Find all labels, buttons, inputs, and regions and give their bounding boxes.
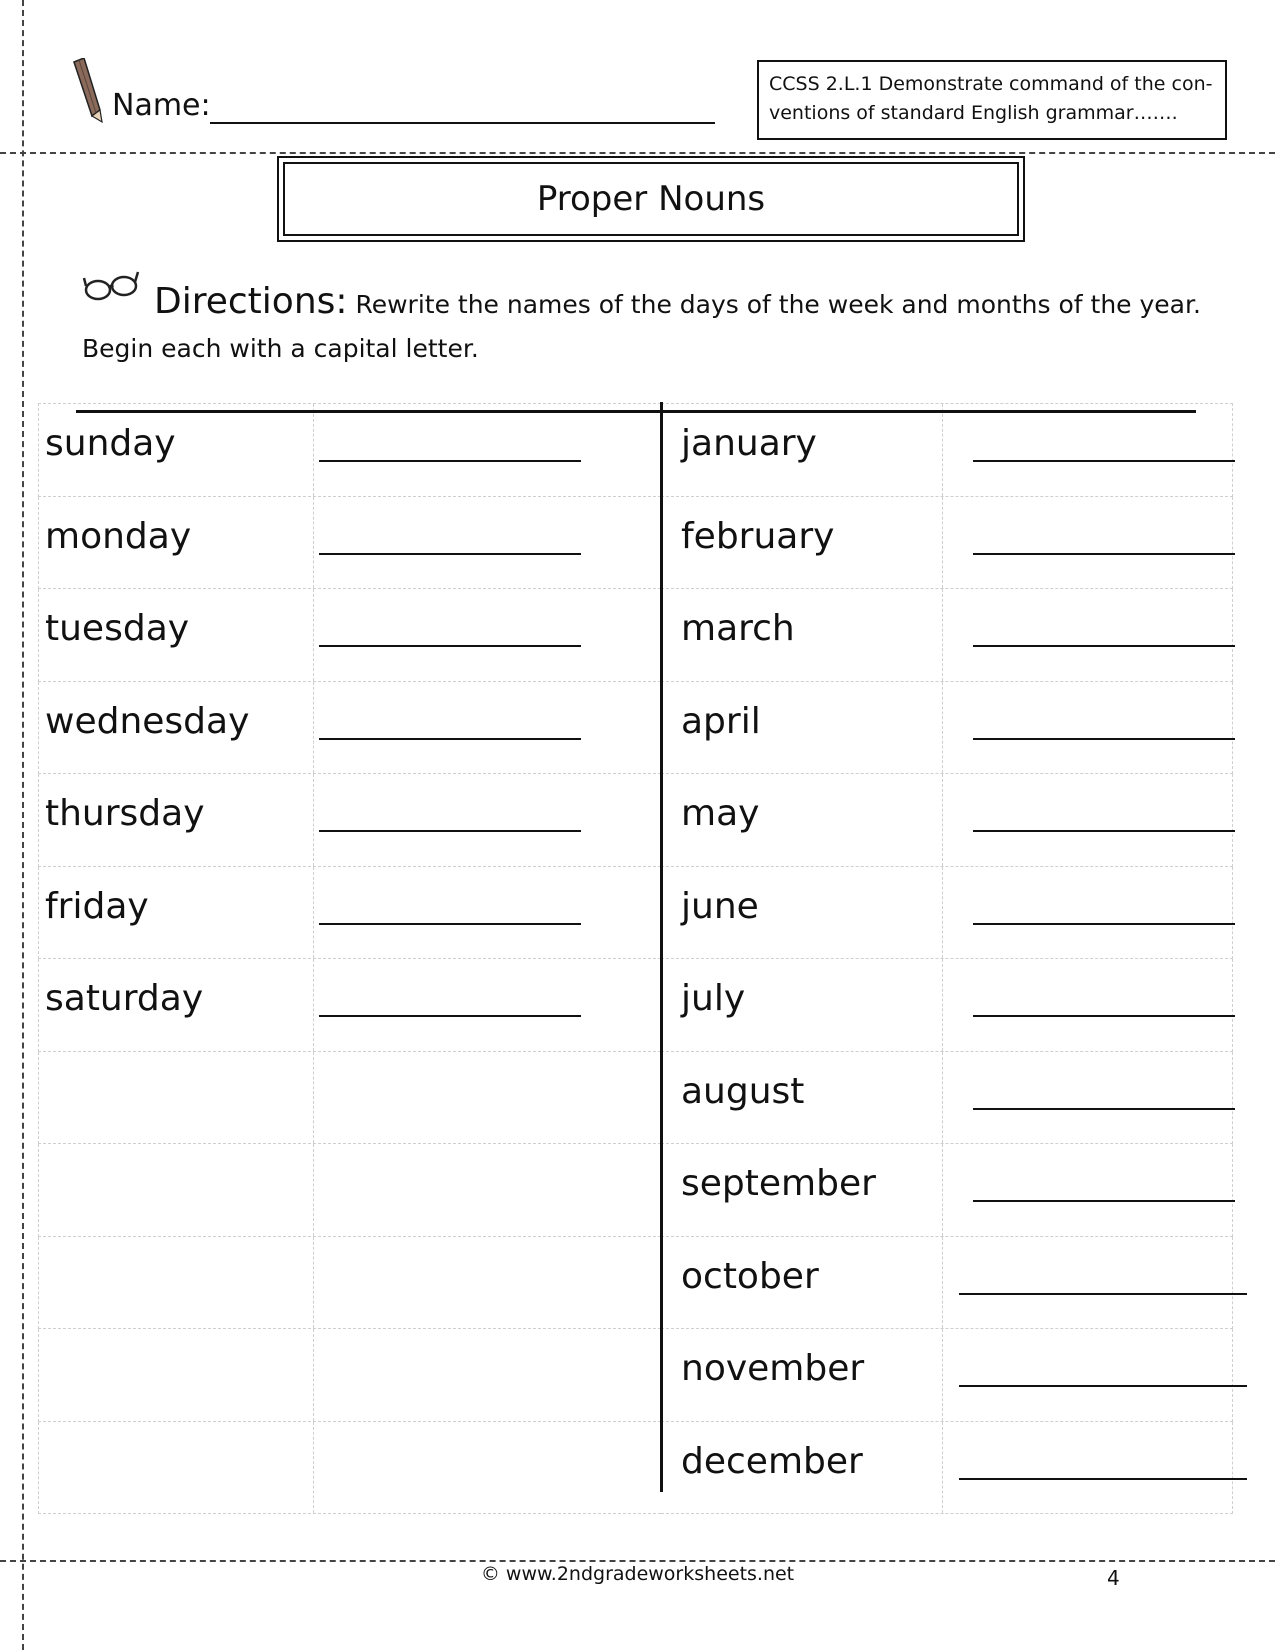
cell-divider bbox=[313, 774, 314, 866]
cell-divider bbox=[313, 1329, 314, 1421]
name-input-line[interactable] bbox=[210, 122, 715, 124]
month-row bbox=[661, 497, 1233, 590]
month-word: may bbox=[681, 793, 760, 834]
cell-divider bbox=[313, 404, 314, 496]
month-row bbox=[661, 867, 1233, 960]
day-row bbox=[38, 867, 661, 960]
ccss-standard-box: CCSS 2.L.1 Demonstrate command of the con-ventions of standard English grammar……. bbox=[757, 60, 1227, 140]
day-word: friday bbox=[45, 885, 149, 927]
day-answer-line[interactable] bbox=[319, 645, 581, 647]
month-word: august bbox=[681, 1070, 805, 1112]
month-answer-line[interactable] bbox=[973, 830, 1235, 832]
month-word: november bbox=[681, 1348, 865, 1389]
month-word: december bbox=[681, 1440, 863, 1482]
month-word: june bbox=[681, 885, 759, 927]
days-column bbox=[38, 403, 661, 1514]
directions-label: Directions: bbox=[154, 281, 348, 322]
cell-divider bbox=[313, 1422, 314, 1514]
cell-divider bbox=[313, 1237, 314, 1329]
month-row bbox=[661, 959, 1233, 1052]
month-row bbox=[661, 682, 1233, 775]
cell-divider bbox=[313, 867, 314, 959]
day-row bbox=[38, 1237, 661, 1330]
month-word: july bbox=[681, 978, 746, 1019]
day-word: sunday bbox=[45, 423, 176, 464]
month-row bbox=[661, 403, 1233, 497]
month-word: january bbox=[681, 423, 817, 464]
month-word: april bbox=[681, 700, 761, 742]
month-word: september bbox=[681, 1163, 876, 1204]
cell-divider bbox=[313, 497, 314, 589]
month-answer-line[interactable] bbox=[973, 923, 1235, 925]
day-answer-line[interactable] bbox=[319, 738, 581, 740]
month-answer-line[interactable] bbox=[973, 1015, 1235, 1017]
month-word: february bbox=[681, 515, 835, 557]
directions bbox=[82, 280, 1202, 371]
month-word: march bbox=[681, 608, 795, 649]
cell-divider bbox=[942, 1422, 943, 1514]
month-answer-line[interactable] bbox=[959, 1385, 1247, 1387]
month-row bbox=[661, 1052, 1233, 1145]
day-answer-line[interactable] bbox=[319, 460, 581, 462]
day-row bbox=[38, 497, 661, 590]
table-center-rule bbox=[660, 402, 663, 1492]
month-row bbox=[661, 589, 1233, 682]
page-number: 4 bbox=[1107, 1566, 1120, 1590]
month-answer-line[interactable] bbox=[959, 1293, 1247, 1295]
day-row bbox=[38, 1052, 661, 1145]
cell-divider bbox=[942, 774, 943, 866]
name-label: Name: bbox=[112, 88, 211, 123]
day-row bbox=[38, 682, 661, 775]
day-row bbox=[38, 1144, 661, 1237]
day-row bbox=[38, 589, 661, 682]
cell-divider bbox=[942, 867, 943, 959]
cell-divider bbox=[942, 497, 943, 589]
month-row bbox=[661, 1329, 1233, 1422]
cell-divider bbox=[313, 682, 314, 774]
day-answer-line[interactable] bbox=[319, 553, 581, 555]
day-row bbox=[38, 1422, 661, 1515]
directions-text: Rewrite the names of the days of the week and months of the year. Begin each with a capital letter. bbox=[82, 290, 1201, 363]
day-word: monday bbox=[45, 515, 192, 557]
word-table bbox=[38, 403, 1233, 1503]
months-column bbox=[661, 403, 1233, 1514]
day-word: tuesday bbox=[45, 608, 190, 649]
month-answer-line[interactable] bbox=[973, 553, 1235, 555]
month-row bbox=[661, 1144, 1233, 1237]
cell-divider bbox=[942, 1329, 943, 1421]
cell-divider bbox=[942, 1144, 943, 1236]
month-answer-line[interactable] bbox=[959, 1478, 1247, 1480]
month-answer-line[interactable] bbox=[973, 460, 1235, 462]
day-row bbox=[38, 1329, 661, 1422]
month-answer-line[interactable] bbox=[973, 738, 1235, 740]
vertical-cut-guide bbox=[22, 0, 24, 1650]
month-row bbox=[661, 774, 1233, 867]
title-box bbox=[277, 156, 1025, 242]
cell-divider bbox=[942, 1052, 943, 1144]
cell-divider bbox=[313, 589, 314, 681]
cell-divider bbox=[942, 404, 943, 496]
day-answer-line[interactable] bbox=[319, 923, 581, 925]
pencil-icon bbox=[70, 58, 104, 124]
month-word: october bbox=[681, 1255, 819, 1297]
bottom-cut-guide bbox=[0, 1560, 1275, 1562]
day-word: thursday bbox=[45, 793, 205, 834]
day-row bbox=[38, 774, 661, 867]
cell-divider bbox=[313, 959, 314, 1051]
table-top-rule bbox=[76, 410, 1196, 413]
copyright-footer: © www.2ndgradeworksheets.net bbox=[480, 1563, 795, 1585]
cell-divider bbox=[313, 1144, 314, 1236]
day-answer-line[interactable] bbox=[319, 1015, 581, 1017]
cell-divider bbox=[942, 959, 943, 1051]
day-row bbox=[38, 959, 661, 1052]
month-answer-line[interactable] bbox=[973, 1108, 1235, 1110]
day-answer-line[interactable] bbox=[319, 830, 581, 832]
cell-divider bbox=[942, 1237, 943, 1329]
day-row bbox=[38, 403, 661, 497]
month-row bbox=[661, 1422, 1233, 1515]
month-row bbox=[661, 1237, 1233, 1330]
cell-divider bbox=[942, 682, 943, 774]
cell-divider bbox=[313, 1052, 314, 1144]
cell-divider bbox=[942, 589, 943, 681]
top-cut-guide bbox=[0, 152, 1275, 154]
month-answer-line[interactable] bbox=[973, 1200, 1235, 1202]
day-word: wednesday bbox=[45, 700, 250, 742]
page-title: Proper Nouns bbox=[283, 162, 1019, 236]
day-word: saturday bbox=[45, 978, 204, 1019]
month-answer-line[interactable] bbox=[973, 645, 1235, 647]
